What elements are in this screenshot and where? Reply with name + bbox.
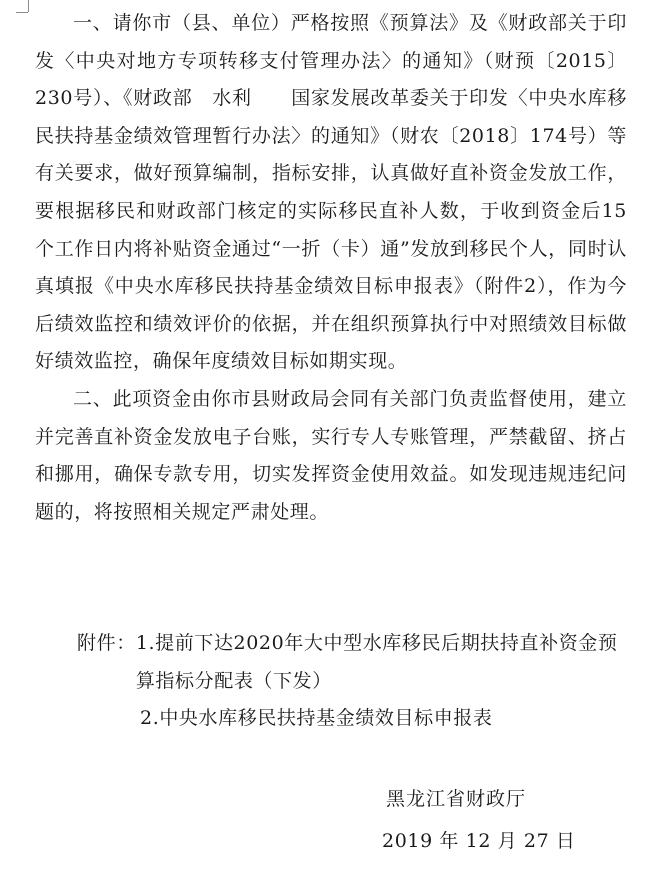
attachment-row-1 [77, 625, 637, 700]
attachments-label: 附件： [77, 632, 136, 654]
crop-mark-horizontal [16, 12, 28, 13]
paragraph-2: 二、此项资金由你市县财政局会同有关部门负责监督使用，建立并完善直补资金发放电子台账，实行专人专账管理，严禁截留、挤占和挪用，确保专款专用，切实发挥资金使用效益。如发现违规违纪问题的，将按照相关规定严肃处理。 [35, 387, 627, 523]
document-body [35, 5, 627, 531]
attachments-section [77, 625, 637, 738]
paragraph-1: 一、请你市（县、单位）严格按照《预算法》及《财政部关于印发〈中央对地方专项转移支付管理办法〉的通知》（财预〔2015〕230号）、《财政部 水利 国家发展改革委关于印发〈中央水库移民扶持基金绩效管理暂行办法〉的通知》（财农〔2018〕174号）等有关要求，做好预算编制，指标安排，认真做好直补资金发放工作，要根据移民和财政部门核定的实际移民直补人数，于收到资金后15个工作日内将补贴资金通过“一折（卡）通”发放到移民个人，同时认真填报《中央水库移民扶持基金绩效目标申报表》（附件2），作为今后绩效监控和绩效评价的依据，并在组织预算执行中对照绩效目标做好绩效监控，确保年度绩效目标如期实现。 [35, 12, 627, 373]
crop-mark-vertical [28, 0, 29, 12]
attachment-row-2 [77, 700, 637, 738]
attachment-item-1: 1.提前下达2020年大中型水库移民后期扶持直补资金预算指标分配表（下发） [135, 632, 618, 692]
issue-date: 2019 年 12 月 27 日 [382, 830, 576, 852]
attachment-item-2: 2.中央水库移民扶持基金绩效目标申报表 [140, 707, 493, 730]
issuer-signature: 黑龙江省财政厅 [386, 788, 527, 810]
